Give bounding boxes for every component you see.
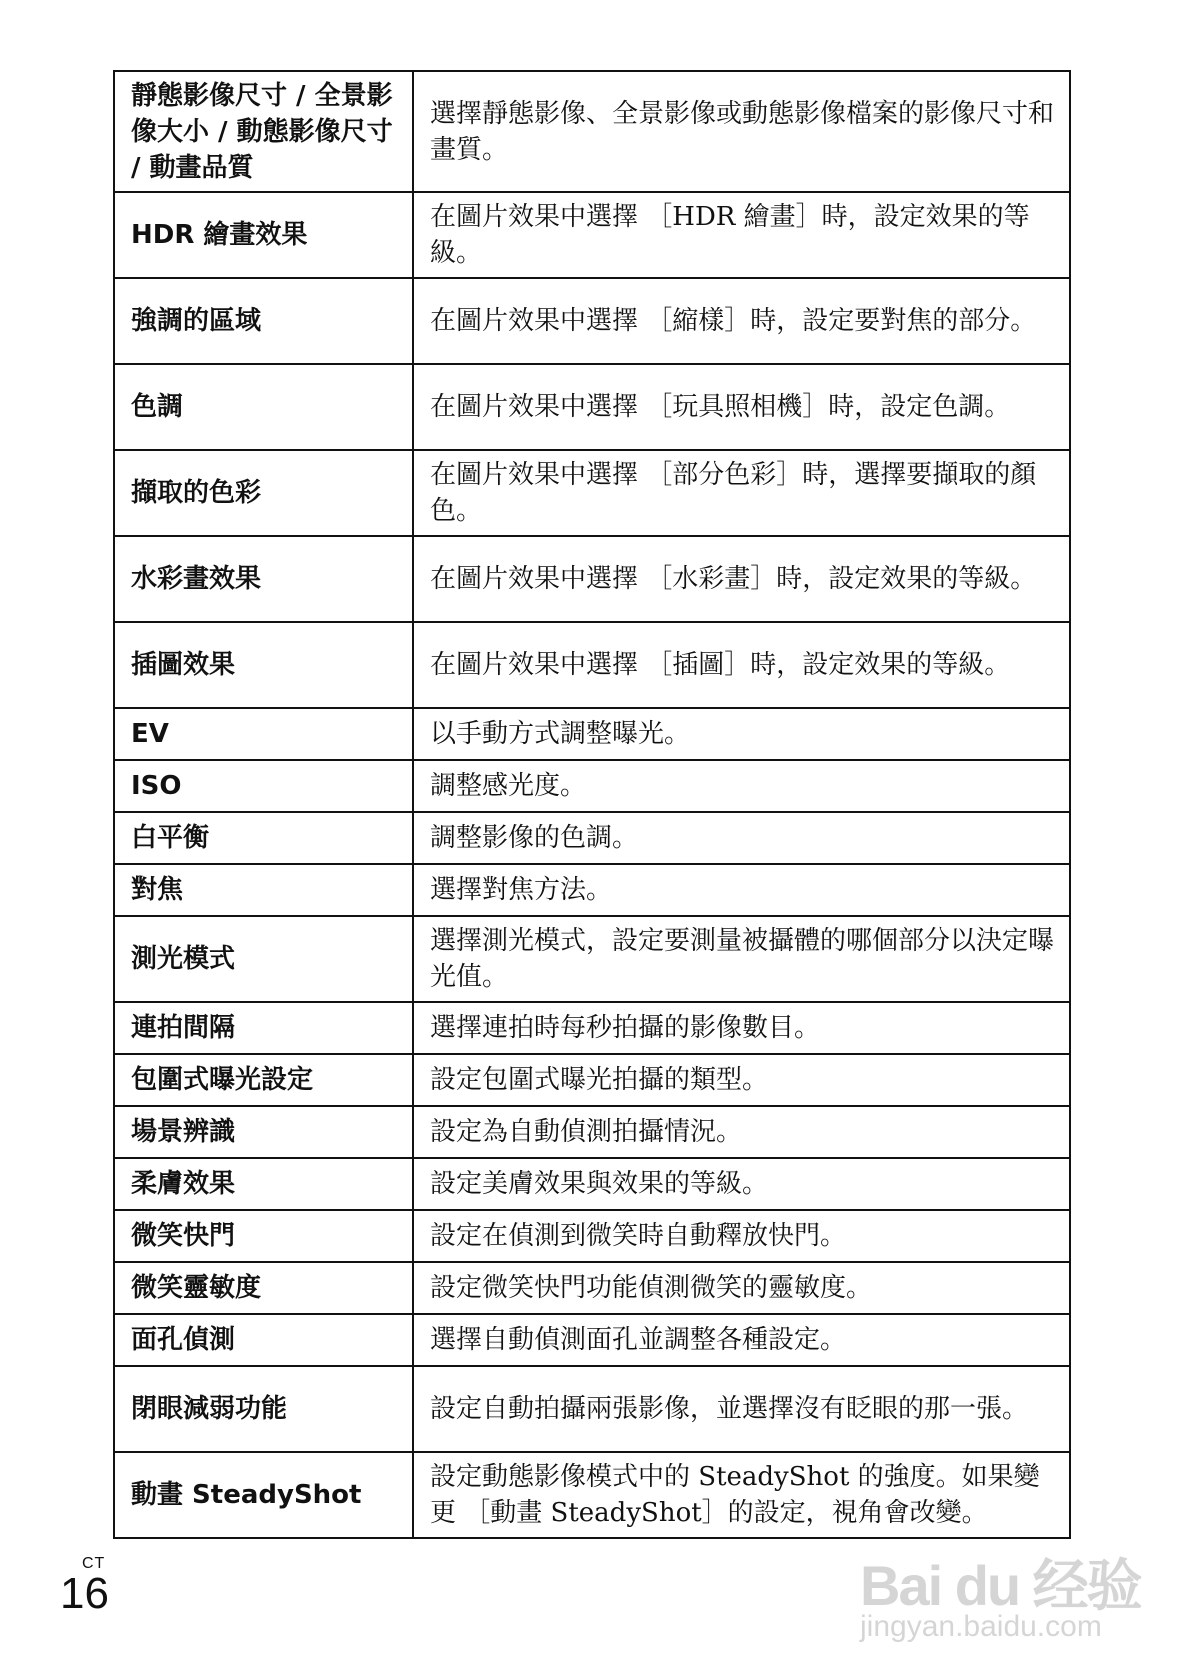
language-code: CT (82, 1555, 106, 1572)
setting-description: 選擇靜態影像、全景影像或動態影像檔案的影像尺寸和畫質。 (413, 71, 1070, 192)
table-row (114, 364, 1070, 450)
table-row (114, 864, 1070, 916)
table-row (114, 1210, 1070, 1262)
setting-name: 面孔偵測 (114, 1314, 413, 1366)
setting-name: ISO (114, 760, 413, 812)
table-row (114, 536, 1070, 622)
setting-description: 在圖片效果中選擇 ［水彩畫］時，設定效果的等級。 (413, 536, 1070, 622)
setting-description: 設定在偵測到微笑時自動釋放快門。 (413, 1210, 1070, 1262)
setting-description: 在圖片效果中選擇 ［HDR 繪畫］時，設定效果的等級。 (413, 192, 1070, 278)
setting-name: 連拍間隔 (114, 1002, 413, 1054)
settings-table (113, 70, 1071, 1539)
table-row (114, 1002, 1070, 1054)
table-row (114, 1054, 1070, 1106)
setting-name: 微笑靈敏度 (114, 1262, 413, 1314)
table-row (114, 1262, 1070, 1314)
setting-description: 選擇連拍時每秒拍攝的影像數目。 (413, 1002, 1070, 1054)
setting-name: HDR 繪畫效果 (114, 192, 413, 278)
setting-name: 水彩畫效果 (114, 536, 413, 622)
setting-name: 色調 (114, 364, 413, 450)
setting-description: 選擇對焦方法。 (413, 864, 1070, 916)
table-row (114, 1366, 1070, 1452)
setting-description: 選擇自動偵測面孔並調整各種設定。 (413, 1314, 1070, 1366)
setting-name: 白平衡 (114, 812, 413, 864)
table-row (114, 1158, 1070, 1210)
setting-name: 對焦 (114, 864, 413, 916)
table-row (114, 1314, 1070, 1366)
table-row (114, 278, 1070, 364)
setting-name: 測光模式 (114, 916, 413, 1002)
setting-description: 設定微笑快門功能偵測微笑的靈敏度。 (413, 1262, 1070, 1314)
table-row (114, 622, 1070, 708)
setting-name: 插圖效果 (114, 622, 413, 708)
table-row (114, 1106, 1070, 1158)
setting-description: 選擇測光模式，設定要測量被攝體的哪個部分以決定曝光值。 (413, 916, 1070, 1002)
setting-description: 設定包圍式曝光拍攝的類型。 (413, 1054, 1070, 1106)
table-row (114, 192, 1070, 278)
setting-name: 擷取的色彩 (114, 450, 413, 536)
setting-name: 強調的區域 (114, 278, 413, 364)
page-number-value: 16 (60, 1569, 109, 1618)
setting-name: 微笑快門 (114, 1210, 413, 1262)
table-row (114, 760, 1070, 812)
setting-name: EV (114, 708, 413, 760)
setting-description: 設定為自動偵測拍攝情況。 (413, 1106, 1070, 1158)
setting-description: 在圖片效果中選擇 ［玩具照相機］時，設定色調。 (413, 364, 1070, 450)
setting-description: 在圖片效果中選擇 ［部分色彩］時，選擇要擷取的顏色。 (413, 450, 1070, 536)
setting-description: 以手動方式調整曝光。 (413, 708, 1070, 760)
table-row (114, 708, 1070, 760)
setting-description: 設定美膚效果與效果的等級。 (413, 1158, 1070, 1210)
setting-description: 設定自動拍攝兩張影像，並選擇沒有眨眼的那一張。 (413, 1366, 1070, 1452)
table-row (114, 71, 1070, 192)
setting-name: 柔膚效果 (114, 1158, 413, 1210)
setting-name: 閉眼減弱功能 (114, 1366, 413, 1452)
setting-description: 設定動態影像模式中的 SteadyShot 的強度。如果變更 ［動畫 SteadyShot］的設定，視角會改變。 (413, 1452, 1070, 1538)
setting-name: 場景辨識 (114, 1106, 413, 1158)
setting-description: 調整影像的色調。 (413, 812, 1070, 864)
watermark (860, 1542, 1170, 1652)
setting-name: 包圍式曝光設定 (114, 1054, 413, 1106)
setting-description: 調整感光度。 (413, 760, 1070, 812)
setting-name: 動畫 SteadyShot (114, 1452, 413, 1538)
setting-name: 靜態影像尺寸 / 全景影像大小 / 動態影像尺寸 / 動畫品質 (114, 71, 413, 192)
setting-description: 在圖片效果中選擇 ［縮樣］時，設定要對焦的部分。 (413, 278, 1070, 364)
setting-description: 在圖片效果中選擇 ［插圖］時，設定效果的等級。 (413, 622, 1070, 708)
table-row (114, 1452, 1070, 1538)
table-row (114, 450, 1070, 536)
watermark-url: jingyan.baidu.com (860, 1610, 1102, 1643)
table-row (114, 812, 1070, 864)
table-row (114, 916, 1070, 1002)
watermark-logo: Bai du 经验 (860, 1554, 1141, 1617)
